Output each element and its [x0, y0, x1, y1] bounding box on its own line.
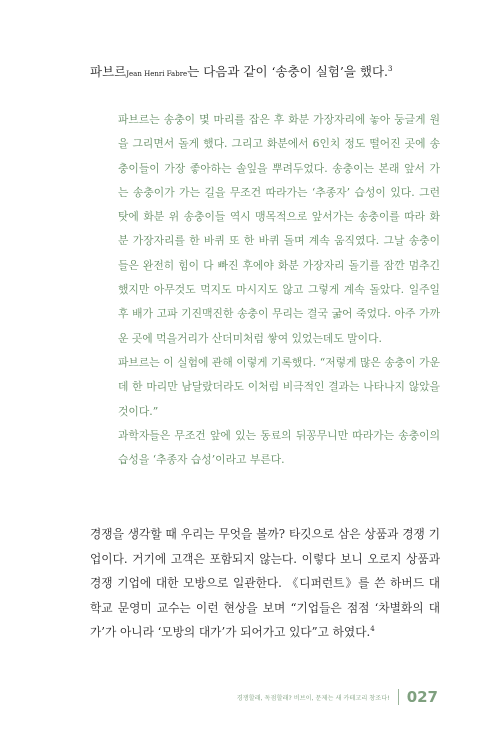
quote-paragraph-1: 파브르는 송충이 몇 마리를 잡은 후 화분 가장자리에 놓아 둥글게 원을 그리면서 돌게 했다. 그리고 화분에서 6인치 정도 떨어진 곳에 송충이들이 가장 좋아하는 솔잎을 뿌려두었다. 송충이는 본래 앞서 가는 송충이가 가는 길을 무조건 따라가는 ‘추종자’ 습성이 있다. 그런 탓에 화분 위 송충이들 역시 맹목적으로 앞서가는 송충이를 따라 화분 가장자리를 한 바퀴 또 한 바퀴 돌며 계속 움직였다. 그날 송충이들은 완전히 힘이 다 빠진 후에야 화분 가장자리 돌기를 잠깐 멈추긴 했지만 아무것도 먹지도 마시지도 않고 그렇게 계속 돌았다. 일주일 후 배가 고파 기진맥진한 송충이 무리는 결국 굶어 죽었다. 아주 가까운 곳에 먹을거리가 산더미처럼 쌓여 있었는데도 말이다. — [118, 113, 440, 345]
footnote-ref-3: 3 — [388, 64, 393, 73]
intro-before: 파브르 — [90, 64, 127, 79]
running-title: 경쟁할래, 독점할래? 비브이, 문제는 새 카테고리 창조다! — [236, 694, 390, 702]
page-number: 027 — [406, 688, 438, 706]
intro-sentence — [90, 62, 470, 84]
fabre-english-name: Jean Henri Fabre — [126, 70, 188, 78]
body-paragraph — [90, 522, 440, 645]
body-text: 경쟁을 생각할 때 우리는 무엇을 볼까? 타깃으로 삼은 상품과 경쟁 기업이다. 거기에 고객은 포함되지 않는다. 이렇다 보니 오로지 상품과 경쟁 기업에 대한 모방으로 일관한다. 《디퍼런트》를 쓴 하버드 대학교 문영미 교수는 이런 현상을 보며 “기업들은 점점 ‘차별화의 대가’가 아니라 ‘모방의 대가’가 되어가고 있다”고 하였다. — [90, 527, 440, 639]
quoted-passage — [118, 108, 440, 472]
page-footer — [237, 688, 438, 706]
footnote-ref-4: 4 — [370, 625, 375, 634]
quote-paragraph-3: 과학자들은 무조건 앞에 있는 동료의 뒤꽁무니만 따라가는 송충이의 습성을 ‘추종자 습성’이라고 부른다. — [118, 428, 440, 467]
intro-after: 는 다음과 같이 ‘송충이 실험’을 했다. — [187, 64, 389, 79]
quote-paragraph-2: 파브르는 이 실험에 관해 이렇게 기록했다. “저렇게 많은 송충이 가운데 한 마리만 남달랐더라도 이처럼 비극적인 결과는 나타나지 않았을 것이다.” — [118, 355, 440, 418]
footer-divider — [398, 689, 399, 705]
